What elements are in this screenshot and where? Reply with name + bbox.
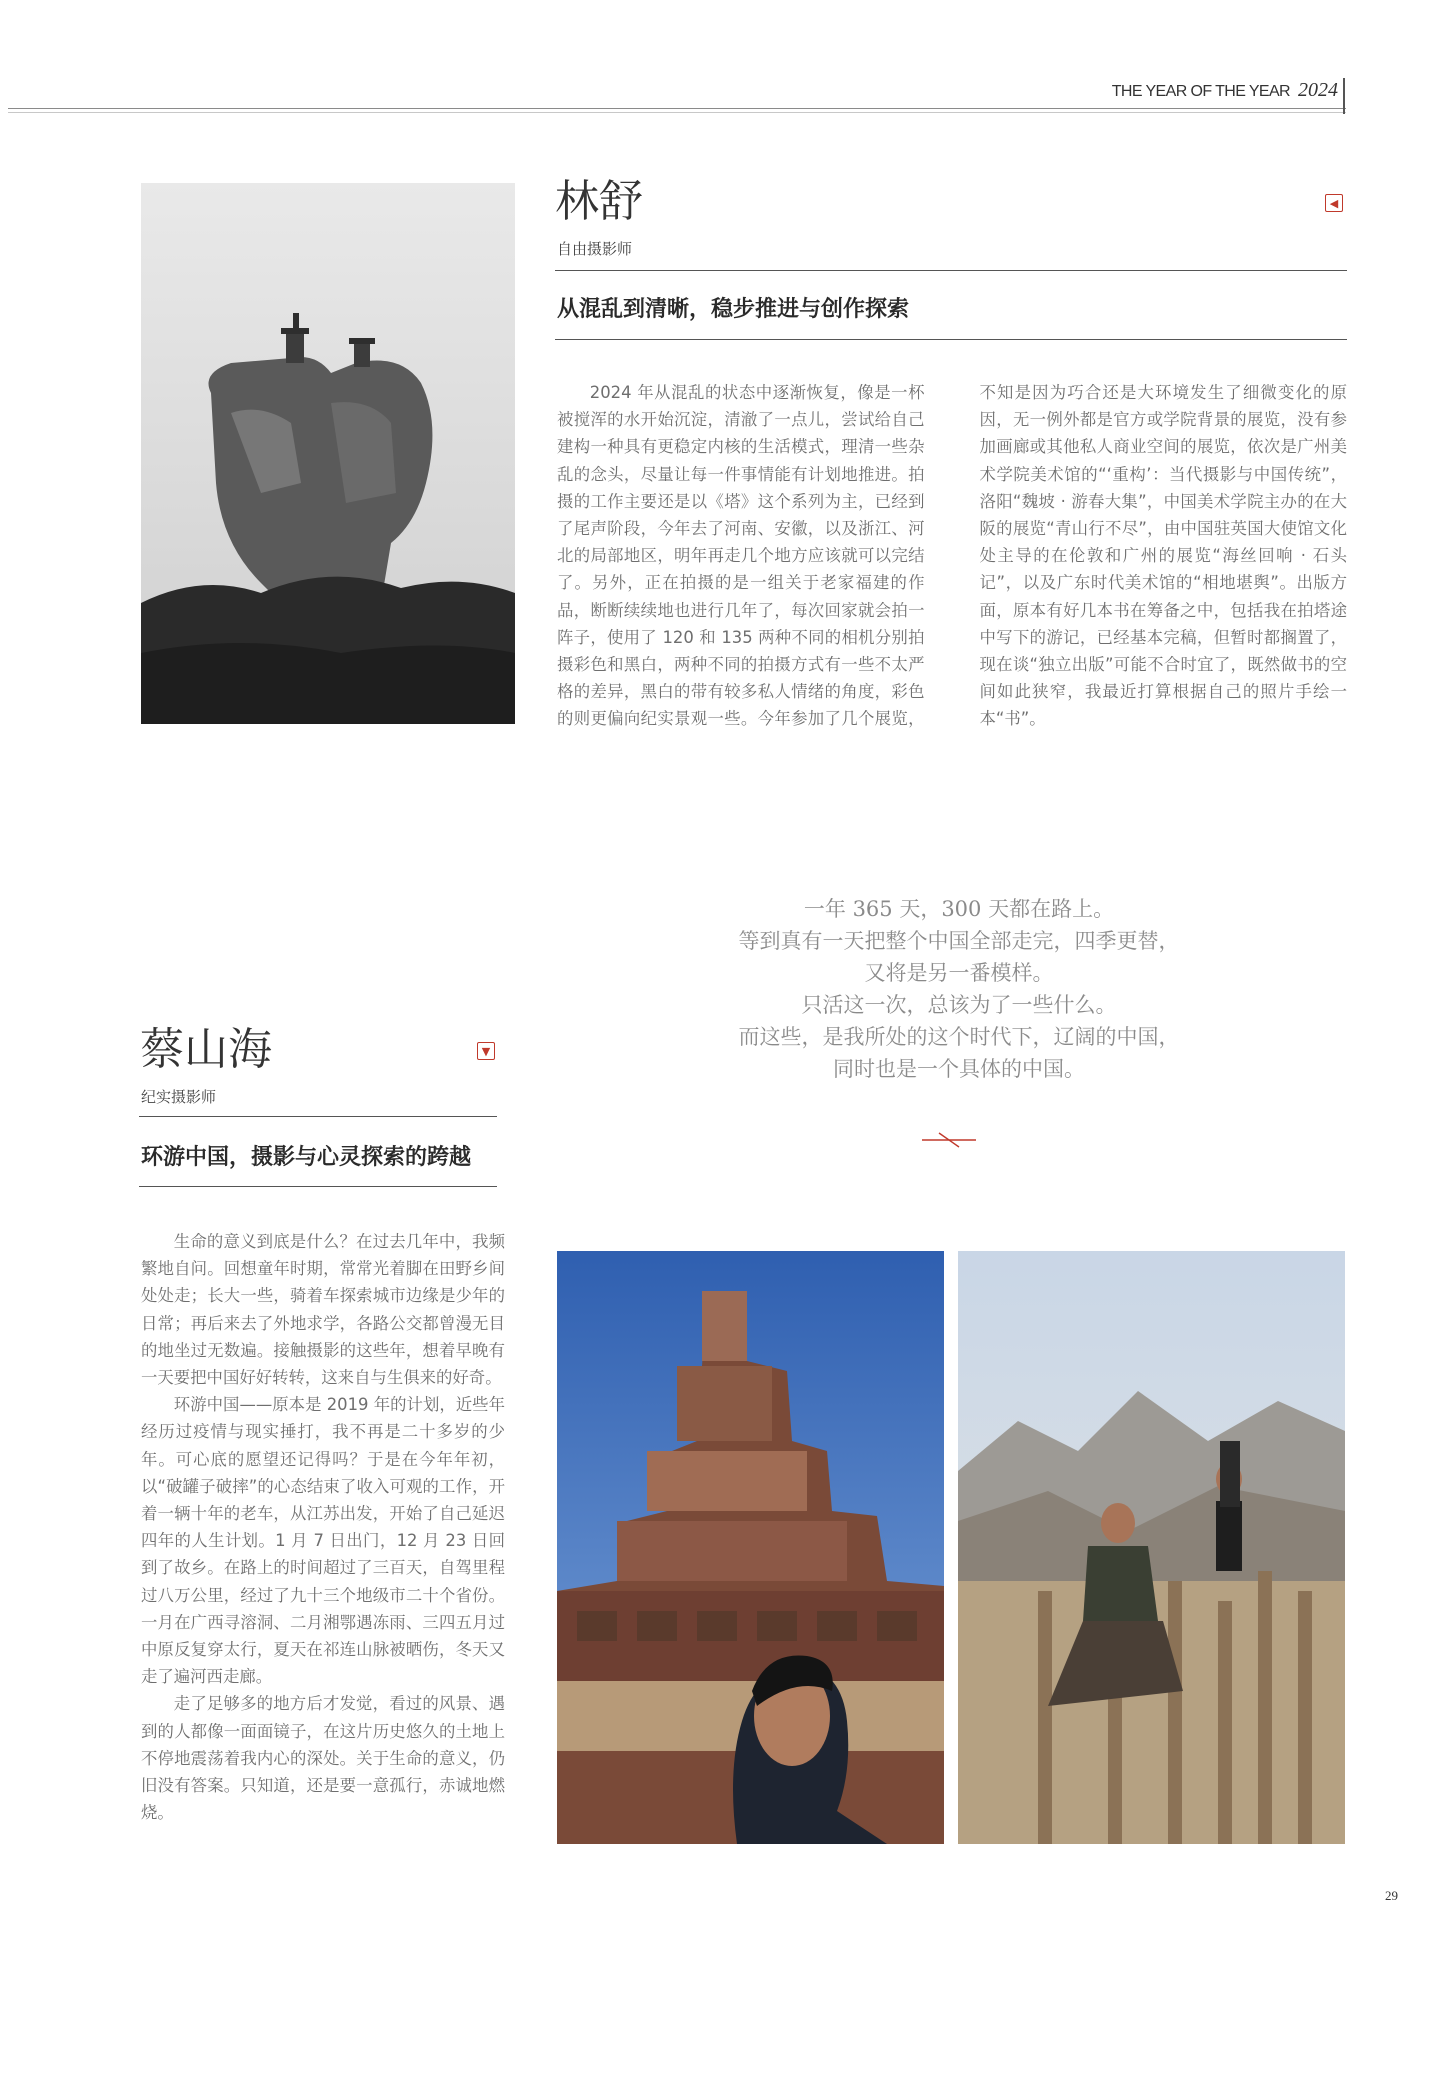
author-role: 纪实摄影师 xyxy=(141,1088,217,1106)
page-number: 29 xyxy=(1385,1888,1398,1903)
triangle-down-icon: ▼ xyxy=(481,1044,491,1058)
photo-men-on-poles xyxy=(958,1251,1345,1844)
title-rule-bottom xyxy=(139,1186,497,1187)
header-bar xyxy=(1343,78,1345,114)
header-rule xyxy=(8,108,1346,109)
title-rule-top xyxy=(555,270,1347,271)
author-name: 林舒 xyxy=(555,176,643,227)
article-body xyxy=(557,379,1347,759)
author-name: 蔡山海 xyxy=(140,1024,272,1075)
header-rule-secondary xyxy=(8,112,1346,113)
play-down-button[interactable] xyxy=(477,1042,495,1060)
quote-line: 一年 365 天，300 天都在路上。 xyxy=(803,897,1115,921)
quote-line: 又将是另一番模样。 xyxy=(864,961,1054,985)
article-subtitle: 从混乱到清晰，稳步推进与创作探索 xyxy=(557,297,910,322)
paragraph: 环游中国——原本是 2019 年的计划，近些年经历过疫情与现实捶打，我不再是二十多岁的少年。可心底的愿望还记得吗？于是在今年年初，以“破罐子破摔”的心态结束了收入可观的工作，开着一辆十年的老车，从江苏出发，开始了自己延迟四年的人生计划。1 月 7 日出门，12 月 23 日回到了故乡。在路上的时间超过了三百天，自驾里程过八万公里，经过了九十三个地级市二十个省份。一月在广西寻溶洞、二月湘鄂遇冻雨、三四五月过中原反复穿太行，夏天在祁连山脉被晒伤，冬天又走了遍河西走廊。 xyxy=(141,1395,505,1687)
header-year: 2024 xyxy=(1298,79,1338,101)
photo-pagoda-man xyxy=(557,1251,944,1844)
paragraph: 2024 年从混乱的状态中逐渐恢复，像是一杯被搅浑的水开始沉淀，清澈了一点儿，尝试给自己建构一种具有更稳定内核的生活模式，理清一些杂乱的念头，尽量让每一件事情能有计划地推进。拍摄的工作主要还是以《塔》这个系列为主，已经到了尾声阶段，今年去了河南、安徽，以及浙江、河北的局部地区，明年再走几个地方应该就可以完结了。另外，正在拍摄的是一组关于老家福建的作品，断断续续地也进行几年了，每次回家就会拍一阵子，使用了 120 和 135 两种不同的相机分别拍摄彩色和黑白，两种不同的拍摄方式有一些不太严格的差异，黑白的带有较多私人情绪的角度，彩色的则更偏向纪实景观一些。今年参加了几个展览，不知是因为巧合还是大环境发生了细微变化的原因，无一例外都是官方或学院背景的展览，没有参加画廊或其他私人商业空间的展览，依次是广州美术学院美术馆的“‘重构’：当代摄影与中国传统”，洛阳“魏坡 · 游春大集”，中国美术学院主办的在大阪的展览“青山行不尽”，由中国驻英国大使馆文化处主导的在伦敦和广州的展览“海丝回响 · 石头记”，以及广东时代美术馆的“相地堪舆”。出版方面，原本有好几本书在筹备之中，包括我在拍塔途中写下的游记，已经基本完稿，但暂时都搁置了，现在谈“独立出版”可能不合时宜了，既然做书的空间如此狭窄，我最近打算根据自己的照片手绘一本“书”。 xyxy=(557,383,1347,729)
running-header xyxy=(1112,79,1338,102)
paragraph: 走了足够多的地方后才发觉，看过的风景、遇到的人都像一面面镜子，在这片历史悠久的土地上不停地震荡着我内心的深处。关于生命的意义，仍旧没有答案。只知道，还是要一意孤行，赤诚地燃烧。 xyxy=(141,1694,505,1823)
quote-line: 而这些，是我所处的这个时代下，辽阔的中国， xyxy=(738,1025,1180,1049)
paragraph: 生命的意义到底是什么？在过去几年中，我频繁地自问。回想童年时期，常常光着脚在田野乡间处处走；长大一些，骑着车探索城市边缘是少年的日常；再后来去了外地求学，各路公交都曾漫无目的地坐过无数遍。接触摄影的这些年，想着早晚有一天要把中国好好转转，这来自与生俱来的好奇。 xyxy=(141,1232,505,1388)
article-body xyxy=(141,1228,505,1826)
photo-pagoda-rock xyxy=(141,183,515,724)
pull-quote xyxy=(699,893,1219,1085)
triangle-left-icon: ◀ xyxy=(1329,196,1339,210)
quote-line: 只活这一次，总该为了一些什么。 xyxy=(801,993,1117,1017)
title-rule-top xyxy=(139,1116,497,1117)
author-role: 自由摄影师 xyxy=(557,240,633,258)
article-subtitle: 环游中国，摄影与心灵探索的跨越 xyxy=(141,1145,472,1170)
divider-mark xyxy=(922,1130,976,1150)
title-rule-bottom xyxy=(555,339,1347,340)
header-title: THE YEAR OF THE YEAR xyxy=(1111,83,1290,100)
play-left-button[interactable] xyxy=(1325,194,1343,212)
quote-line: 等到真有一天把整个中国全部走完，四季更替， xyxy=(738,929,1180,953)
quote-line: 同时也是一个具体的中国。 xyxy=(833,1057,1085,1081)
